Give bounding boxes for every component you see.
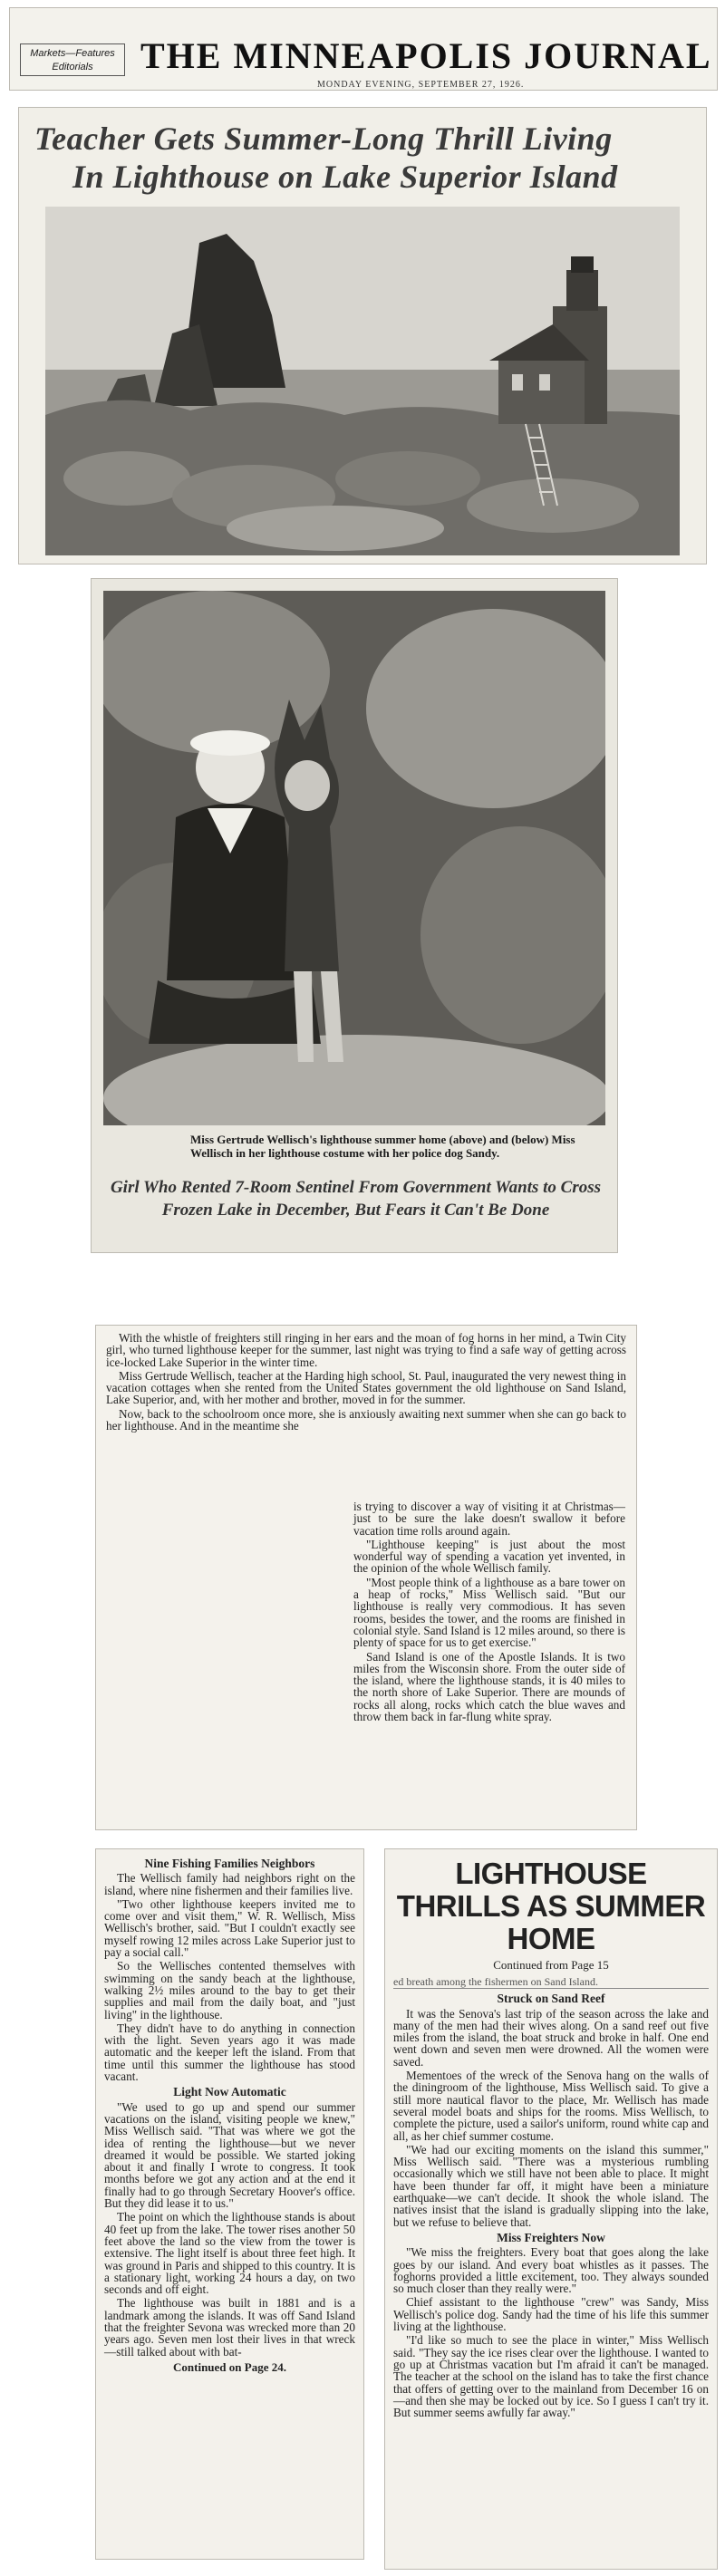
paragraph: So the Wellisches contented themselves with swimming on the sandy beach at the lighthouse, walking 2½ miles around to the bay to get their supplies and mail from the daily boat, and "just living" in the lighthouse.	[104, 1959, 355, 2021]
issue-date: MONDAY EVENING, SEPTEMBER 27, 1926.	[317, 80, 525, 90]
column-clipping-left	[95, 1848, 364, 2560]
masthead	[9, 7, 718, 91]
paragraph: The lighthouse was built in 1881 and is a landmark among the islands. It was off Sand Island that the freighter Sevona was wrecked more than 20 years ago. Seven men lost their lives in that wreck—still talked about with bat-	[104, 2296, 355, 2359]
lighthouse-photo	[45, 207, 680, 555]
column-clipping-right	[384, 1848, 718, 2570]
cut-line: ed breath among the fishermen on Sand Island.	[393, 1976, 709, 1989]
continued-from: Continued from Page 15	[493, 1958, 609, 1972]
paragraph: is trying to discover a way of visiting it at Christmas—just to be sure the lake doesn't swallow it before vacation time rolls around again.	[353, 1500, 625, 1538]
article-column-right	[353, 1500, 625, 1724]
photo-caption: Miss Gertrude Wellisch's lighthouse summer home (above) and (below) Miss Wellisch in her lighthouse costume with her police dog Sandy.	[190, 1133, 575, 1160]
jump-headline: LIGHTHOUSE THRILLS AS SUMMER HOME	[396, 1857, 706, 1955]
paragraph: Now, back to the schoolroom once more, she is anxiously awaiting next summer when she can go back to her lighthouse. And in the meantime she	[106, 1406, 626, 1433]
paragraph: "Two other lighthouse keepers invited me to come over and visit them," W. R. Wellisch, Miss Wellisch's brother, said. "But I couldn't exactly see myself rowing 12 miles across Lake Superior just to pay a social call."	[104, 1896, 355, 1960]
headline-line-2: In Lighthouse on Lake Superior Island	[72, 159, 618, 195]
paragraph: "We miss the freighters. Every boat that goes along the lake goes by our island. And every boat whistles as it passes. The foghorns provided a little excitement, too. They always sounded so much closer than they really were."	[393, 2245, 709, 2296]
portrait-clipping	[91, 578, 618, 1253]
newspaper-title: THE MINNEAPOLIS JOURNAL	[140, 35, 712, 76]
section-line-1: Markets—Features	[30, 48, 115, 59]
paragraph: The Wellisch family had neighbors right on the island, where nine fishermen and their families live.	[104, 1871, 355, 1897]
section-heading: Nine Fishing Families Neighbors	[144, 1857, 315, 1870]
paragraph: Sand Island is one of the Apostle Islands. It is two miles from the Wisconsin shore. From the outer side of the island, where the lighthouse stands, it is 40 miles to the north shore of Lake Superior. There are mounds of rocks all along, rocks which catch the blue waves and throw them back in far-flung white spray.	[353, 1649, 625, 1724]
headline-line-1: Teacher Gets Summer-Long Thrill Living	[34, 121, 613, 157]
paragraph: "Most people think of a lighthouse as a bare tower on a heap of rocks," Miss Wellisch said. "But our lighthouse is really very commodious. It has seven rooms, besides the tower, and the rooms are finished in colonial style. Sand Island is 12 miles around, so there is plenty of space for us to get exercise."	[353, 1575, 625, 1650]
article-lead	[106, 1332, 626, 1433]
column-right-text	[393, 1852, 709, 2420]
continued-note: Continued on Page 24.	[173, 2359, 286, 2374]
column-left-text	[104, 1854, 355, 2378]
paragraph: Mementoes of the wreck of the Senova hang on the walls of the diningroom of the lighthouse, Miss Wellisch said. To give a still more nautical flavor to the place, Mr. Wellisch has made several model boats and ships for the rooms. Miss Wellisch, to complete the picture, used a sailor's uniform, round white cap and all, as her chief summer costume.	[393, 2069, 709, 2143]
paragraph: Miss Gertrude Wellisch, teacher at the Harding high school, St. Paul, inaugurated the very newest thing in vacation cottages when she rented from the United States government the old lighthouse on Sand Island, Lake Superior, and, with her mother and brother, moved in for the summer.	[106, 1368, 626, 1407]
blank-area	[104, 1501, 340, 1823]
section-line-2: Editorials	[52, 62, 93, 72]
paragraph: Chief assistant to the lighthouse "crew" was Sandy, Miss Wellisch's police dog. Sandy had the time of his life this summer living at the lighthouse.	[393, 2295, 709, 2334]
paragraph: The point on which the lighthouse stands is about 40 feet up from the lake. The tower rises another 50 feet above the land so the view from the tower is extensive. The light itself is about three feet high. It was ground in Paris and shipped to this country. It is a stationary light, working 24 hours a day, on two seconds and off eight.	[104, 2210, 355, 2297]
article-subhead: Girl Who Rented 7-Room Sentinel From Government Wants to Cross Frozen Lake in December, But Fears it Can't Be Done	[110, 1178, 602, 1220]
paragraph: They didn't have to do anything in connection with the light. Seven years ago it was made automatic and the keeper left the island. From that time until this summer the lighthouse has stood vacant.	[104, 2021, 355, 2084]
portrait-photo	[103, 591, 605, 1125]
paragraph: With the whistle of freighters still ringing in her ears and the moan of fog horns in her mind, a Twin City girl, who turned lighthouse keeper for the summer, last night was trying to find a safe way of getting across ice-locked Lake Superior in the winter time.	[106, 1331, 626, 1369]
paragraph: "We had our exciting moments on the island this summer," Miss Wellisch said. "There was a mysterious rumbling occasionally which we still have not been able to place. It might have been thunder far off, it might have been a miniature earthquake—we can't decide. It shook the whole island. The natives insist that the island is gradually slipping into the lake, but we refuse to believe that.	[393, 2142, 709, 2229]
section-box	[20, 43, 125, 76]
paragraph: "We used to go up and spend our summer vacations on the island, visiting people we knew," Miss Wellisch said. "That was where we got the idea of renting the lighthouse—but we never dreamed it would be possible. We started joking about it and finally I wrote to congress. It took months before we got any action and at the end it finally had to go through Secretary Hoover's office. But they did lease it to us."	[104, 2099, 355, 2211]
section-heading: Light Now Automatic	[173, 2085, 286, 2099]
section-heading: Struck on Sand Reef	[497, 1992, 605, 2006]
paragraph: "I'd like so much to see the place in winter," Miss Wellisch said. "They say the ice rises clear over the lighthouse. I wanted to go up at Christmas vacation but I'm afraid it can't be managed. The teacher at the school on the island has to take the first chance that offers of getting over to the mainland from December 16 on—and then she may be locked out by ice. So I guess I can't try it. But summer seems awfully far away."	[393, 2333, 709, 2420]
article-body-clipping	[95, 1325, 637, 1830]
headline-clipping	[18, 107, 707, 564]
paragraph: It was the Senova's last trip of the season across the lake and many of the men had their wives along. On a sand reef out five miles from the island, the boat struck and broke in half. One end went down and seven men were drowned. All the women were saved.	[393, 2006, 709, 2069]
section-heading: Miss Freighters Now	[497, 2230, 605, 2244]
paragraph: "Lighthouse keeping" is just about the most wonderful way of spending a vacation yet invented, in the opinion of the whole Wellisch family.	[353, 1537, 625, 1576]
